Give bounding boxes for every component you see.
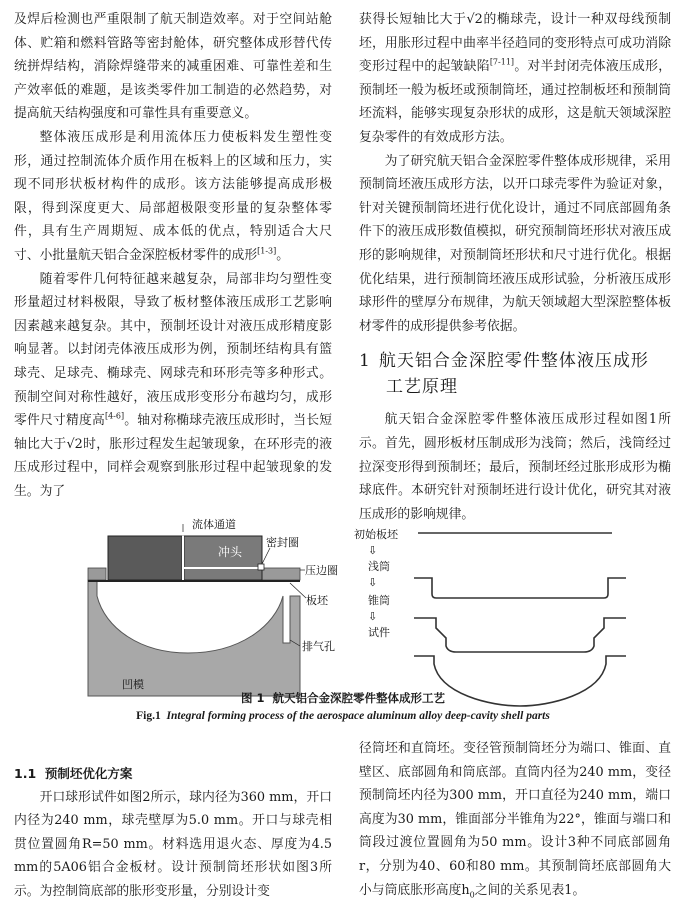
left-column [14, 8, 332, 503]
citation-1-3: [1-3] [257, 246, 277, 256]
left-paragraph-2 [14, 126, 332, 268]
label-stage-cone: 锥筒 [368, 594, 390, 607]
left-paragraph-2-end: 。 [276, 247, 290, 263]
right-paragraph-1-text-b: 的椭球壳，设计一种双母线预制坯，用胀形过程中曲率半径趋同的变形特点可成功消除变形过程中的起皱缺陷 [359, 12, 672, 75]
label-punch: 冲头 [218, 545, 243, 559]
arrow-3: ⇩ [368, 610, 378, 623]
right-paragraph-1 [359, 8, 671, 150]
left-paragraph-1: 及焊后检测也严重限制了航天制造效率。对于空间站舱体、贮箱和燃料管路等密封舱体，研究整体成形替代传统拼焊结构，消除焊缝带来的减重困难、可靠性差和生产效率低的难题，是该类零件加工制造的必然趋势，对提高航天结构强度和可靠性具有重要意义。 [14, 12, 332, 122]
blank-holder-right [262, 568, 300, 580]
lower-left-column [14, 762, 332, 904]
arrow-1: ⇩ [368, 544, 378, 557]
section-number: 1 [359, 351, 371, 372]
figure-caption-cn-num: 图 1 [240, 691, 265, 705]
right-paragraph-1-text-a: 获得长短轴比大于 [359, 12, 467, 27]
left-paragraph-3 [14, 268, 332, 504]
left-paragraph-3-text-c: 时，胀形过程发生起皱现象，在环形壳的液压成形过程中，同样会观察到胀形过程中起皱现象的发生。为了 [14, 436, 333, 499]
arrow-2: ⇩ [368, 576, 378, 589]
label-stage-test: 试件 [368, 626, 390, 639]
sqrt2-symbol: √2 [66, 436, 83, 452]
subsection-number: 1.1 [14, 766, 37, 781]
section-title-line-1: 航天铝合金深腔零件整体液压成形 [378, 351, 649, 372]
subsection-title: 预制坯优化方案 [44, 766, 133, 781]
lower-right-paragraph-1-text: 径筒坯和直筒坯。变径管预制筒坯分为端口、锥面、直壁区、底部圆角和筒底部。直筒内径为240 mm，变径预制筒坯内径为300 mm，开口直径为240 mm，端口高度为30 mm，锥面部分半锥角为22°，锥面与端口和筒段过渡位置圆角为50 mm。设计3种不同底部圆角r，分别为40、60和80 mm。其预制筒坯底部圆角大小与筒底胀形高度h [359, 741, 671, 898]
die-body [88, 580, 300, 696]
figure-caption-en-text: Integral forming process of the aerospace aluminum alloy deep-cavity shell parts [166, 710, 550, 722]
label-stage-initial: 初始板坯 [354, 528, 398, 541]
stage-cone-cup [414, 618, 626, 652]
subsection-heading-1-1 [14, 762, 332, 786]
label-seal: 密封圈 [266, 536, 299, 549]
figure-caption-cn [0, 690, 686, 706]
label-blank-holder: 压边圈 [305, 564, 338, 577]
lower-left-paragraph-1: 开口球形试件如图2所示，球内径为360 mm，开口内径为240 mm，球壳壁厚为5.0 mm。开口与球壳相贯位置圆角R=50 mm。材料选用退火态、厚度为4.5 mm的5A06铝合金板材。设计预制筒坯形状如图3所示。为控制筒底部的胀形变形量，分别设计变 [14, 789, 332, 899]
right-paragraph-3: 航天铝合金深腔零件整体液压成形过程如图1所示。首先，圆形板材压制成形为浅筒；然后，浅筒经过拉深变形得到预制坯；最后，预制坯经过胀形成形为椭球底件。本研究针对预制坯进行设计优化，研究其对液压成形的影响规律。 [359, 412, 671, 522]
blank-holder-left [88, 568, 106, 580]
citation-4-6: [4-6] [104, 411, 125, 421]
lower-right-paragraph-1 [359, 737, 671, 907]
figure-caption-en [0, 710, 686, 722]
label-die: 凹模 [122, 678, 144, 691]
left-paragraph-3-text-b: 。轴对称椭球壳液压成形时，当长短轴比大于 [14, 413, 333, 452]
label-vent: 排气孔 [302, 640, 335, 653]
label-fluid-channel: 流体通道 [192, 518, 236, 531]
sqrt2-symbol-right: √2 [466, 12, 483, 27]
right-paragraph-1-text-c: 。对半封闭壳体液压成形，预制坯一般为板坯或预制筒坯，通过控制板坯和预制筒坯流料，能够实现复杂形状的成形，这是航天领域深腔复杂零件的有效成形方法。 [359, 59, 672, 145]
leader-seal [262, 548, 270, 564]
right-column [359, 8, 671, 526]
lower-right-column [359, 737, 671, 907]
left-paragraph-3-text-a: 随着零件几何特征越来越复杂，局部非均匀塑性变形量超过材料极限，导致了板材整体液压成形工艺影响因素越来越复杂。其中，预制坯设计对液压成形精度影响显著。以封闭壳体液压成形为例，预制坯结构具有篮球壳、足球壳、椭球壳、网球壳和环形壳等多种形式。预制空间对称性越好，液压成形变形分布越均匀，成形零件尺寸精度高 [14, 271, 332, 429]
citation-7-11: [7-11] [489, 57, 515, 67]
stage-shallow-cup [414, 578, 626, 598]
figure-caption-en-num: Fig.1 [136, 710, 161, 722]
h0-subscript: 0 [469, 890, 475, 900]
seal-ring [258, 564, 264, 570]
section-title-line-2: 工艺原理 [386, 377, 458, 398]
label-stage-shallow: 浅筒 [368, 560, 390, 573]
section-heading-1 [359, 348, 671, 400]
lower-right-paragraph-1-end: 之间的关系见表1。 [474, 882, 586, 898]
figure-caption-cn-text: 航天铝合金深腔零件整体成形工艺 [272, 691, 446, 705]
label-blank: 板坯 [306, 594, 328, 607]
left-paragraph-2-text: 整体液压成形是利用流体压力使板料发生塑性变形，通过控制流体介质作用在板料上的区域和压力，实现不同形状板材构件的成形。该方法能够提高成形极限，得到深度更大、局部超极限变形量的复杂整体零件，具有生产周期短、成本低的优点，特别适合大尺寸、小批量航天铝合金深腔板材零件的成形 [14, 129, 332, 263]
punch-left [108, 536, 182, 580]
right-paragraph-2: 为了研究航天铝合金深腔零件整体成形规律，采用预制筒坯液压成形方法，以开口球壳零件为验证对象，针对关键预制筒坯进行优化设计，通过不同底部圆角条件下的液压成形数值模拟，研究预制筒坯形状对液压成形的影响规律，对预制筒坯形状和尺寸进行优化。根据优化结果，进行预制筒坯液压成形试验，分析液压成形球形件的壁厚分布规律，为航天领域超大型深腔整体板材零件的成形提供参考依据。 [359, 153, 671, 334]
